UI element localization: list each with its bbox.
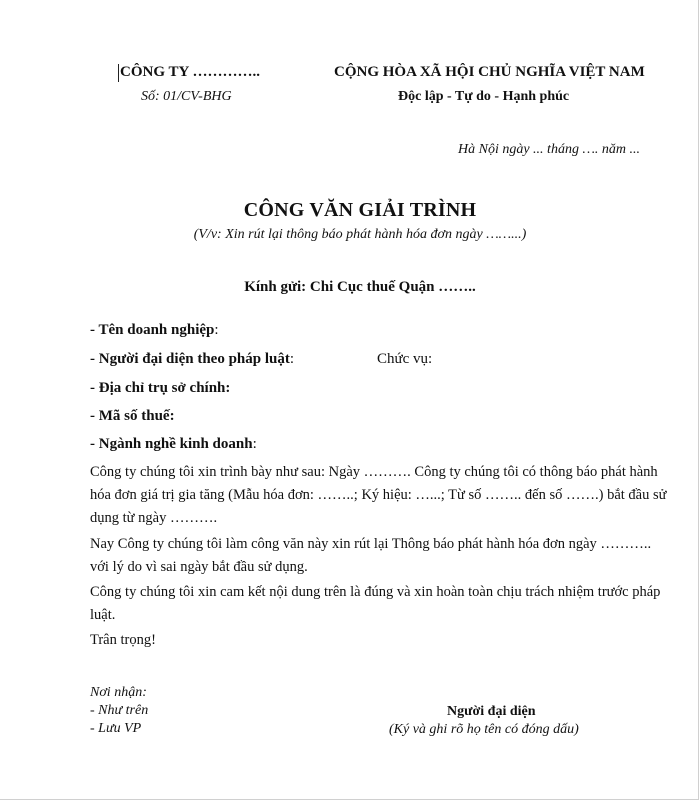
document-subject: (V/v: Xin rút lại thông báo phát hành hóa đơn ngày ……...) <box>193 227 527 242</box>
field-legal-representative <box>90 351 294 368</box>
position-label: Chức vụ: <box>377 351 433 367</box>
field-label: - Người đại diện theo pháp luật <box>90 351 290 367</box>
field-tax-code <box>90 408 175 425</box>
receiver-item: - Như trên <box>90 703 149 718</box>
field-label: - Mã số thuế: <box>90 408 175 424</box>
field-colon: : <box>289 351 295 367</box>
text-cursor <box>118 64 119 82</box>
field-colon: : <box>252 436 257 452</box>
closing-line: Trân trọng! <box>90 632 156 648</box>
field-colon: : <box>214 322 219 338</box>
recipient-line: Kính gửi: Chi Cục thuế Quận …….. <box>244 279 476 295</box>
field-label: - Ngành nghề kinh doanh <box>90 436 253 452</box>
document-title: CÔNG VĂN GIẢI TRÌNH <box>243 199 477 221</box>
field-label: - Địa chỉ trụ sở chính: <box>90 380 231 396</box>
receiver-item: - Lưu VP <box>90 721 142 736</box>
date-line: Hà Nội ngày ... tháng …. năm ... <box>458 142 640 157</box>
representative-note: (Ký và ghi rõ họ tên có đóng dấu) <box>389 722 579 737</box>
field-company-name <box>90 322 219 339</box>
company-name: CÔNG TY ………….. <box>120 64 261 80</box>
body-paragraph: Công ty chúng tôi xin cam kết nội dung trên là đúng và xin hoàn toàn chịu trách nhiệm trước pháp luật. <box>90 584 661 623</box>
document-number: Số: 01/CV-BHG <box>141 89 232 104</box>
representative-title: Người đại diện <box>447 704 536 719</box>
national-motto: Độc lập - Tự do - Hạnh phúc <box>398 89 570 104</box>
national-title: CỘNG HÒA XÃ HỘI CHỦ NGHĨA VIỆT NAM <box>334 64 645 80</box>
body-paragraph: Nay Công ty chúng tôi làm công văn này xin rút lại Thông báo phát hành hóa đơn ngày ……….. với lý do vì sai ngày bắt đầu sử dụng. <box>90 536 652 575</box>
field-business-line <box>90 436 257 453</box>
field-head-office <box>90 380 230 397</box>
field-label: - Tên doanh nghiệp <box>90 322 215 338</box>
body-paragraph: Công ty chúng tôi xin trình bày như sau: Ngày ………. Công ty chúng tôi có thông báo phát hành hóa đơn giá trị gia tăng (Mẫu hóa đơn: ……..; Ký hiệu: …...; Từ số …….. đến số …….) bắt đầu sử dụng từ ngày ………. <box>90 464 667 526</box>
receivers-label: Nơi nhận: <box>90 685 147 700</box>
